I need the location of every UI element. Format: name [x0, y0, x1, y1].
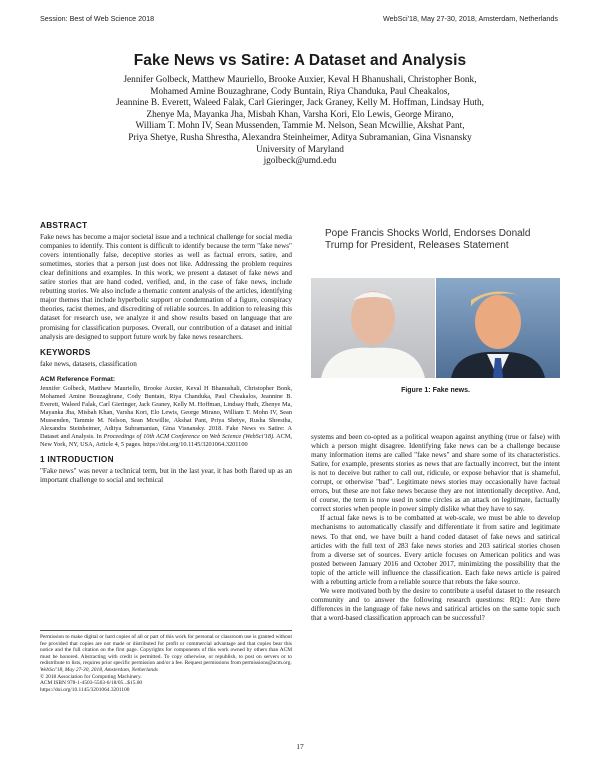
right-column	[311, 433, 560, 623]
footnote-isbn: ACM ISBN 978-1-4503-5563-6/18/05...$15.00	[40, 680, 143, 687]
page-number: 17	[296, 742, 304, 751]
abstract-heading: ABSTRACT	[40, 221, 88, 230]
author-line: Priya Shetye, Rusha Shrestha, Alexandra Steinheimer, Aditya Subramanian, Gina Visnansky	[128, 132, 472, 143]
acm-reference-proceedings: Proceedings of 10th ACM Conference on Web Science (WebSci'18).	[103, 432, 275, 440]
introduction-paragraph: We were motivated both by the desire to contribute a useful dataset to the research community and to answer the following research questions: RQ1: Are there differences in the language of fake news and satirical articles on the same topic such that a word-based classification approach can be successful?	[311, 586, 560, 622]
acm-reference-body: Jennifer Golbeck, Matthew Mauriello, Brooke Auxier, Keval H Bhanushali, Christopher Bonk, Mohamed Amine Bouzaghrane, Cody Buntain, Riya Chanduka, Paul Cheakalos, Jeannine B. Everett, Waleed Falak, Carl Gieringer, Jack Graney, Kelly M. Hoffman, Lindsay Huth, Zhenye Ma, Mayanka Jha, Misbah Khan, Varsha Kori, Elo Lewis, George Mirano, William T. Mohn IV, Sean Mussenden, Tammie M. Nelson, Sean Mcwillie, Akshat Pant, Priya Shetye, Rusha Shrestha, Alexandra Steinheimer, Aditya Subramanian, Gina Visnansky. 2018. Fake News vs Satire: A Dataset and Analysis. In	[40, 384, 292, 440]
introduction-heading: 1 INTRODUCTION	[40, 454, 114, 464]
author-line: Jennifer Golbeck, Matthew Mauriello, Brooke Auxier, Keval H Bhanushali, Christopher Bonk,	[123, 75, 477, 85]
footnote-venue	[40, 667, 292, 674]
introduction-paragraph: If actual fake news is to be combatted at web-scale, we must be able to develop mechanisms to automatically classify and differentiate it from satire and legitimate news. To that end, we have built a hand coded dataset of fake news and satirical articles with the full text of 283 fake news stories and 203 satirical stories chosen from a diverse set of sources. Every article focuses on American politics and was posted between January 2016 and October 2017, minimizing the possibility that the topic of the article will influence the classification. Each fake news article is paired with a rebutting article from a reliable source that rebuts the fake source.	[311, 514, 560, 586]
affiliation: University of Maryland	[256, 144, 344, 155]
pope-face	[351, 291, 395, 345]
figure-fake-news	[311, 220, 560, 370]
acm-reference-heading: ACM Reference Format:	[40, 375, 116, 383]
acm-reference-tail: ACM, New York, NY, USA, Article 4, 5 pages. https://doi.org/10.1145/3201064.3201100	[40, 432, 292, 448]
figure-caption: Figure 1: Fake news.	[401, 387, 470, 394]
running-header-left: Session: Best of Web Science 2018	[40, 14, 155, 23]
footnote-copyright: © 2018 Association for Computing Machinery.	[40, 673, 142, 680]
trump-face	[475, 295, 521, 349]
author-line: William T. Mohn IV, Sean Mussenden, Tammie M. Nelson, Sean Mcwillie, Akshat Pant,	[135, 121, 465, 132]
permission-footnote	[40, 630, 292, 693]
figure-headline: Pope Francis Shocks World, Endorses Donald Trump for President, Releases Statement	[325, 228, 531, 252]
abstract-text: Fake news has become a major societal issue and a technical challenge for social media companies to identify. This content is difficult to identify because the term "fake news" covers intentionally false, deceptive stories as well as factual errors, satire, and sometimes, stories that a person just does not like. Addressing the problem requires clear definitions and examples. In this work, we present a dataset of fake news and satire stories that are hand coded, verified, and, in the case of fake news, include rebutting stories. We also include a thematic content analysis of the articles, identifying major themes that include hyperbolic support or condemnation of a figure, conspiracy theories, racist themes, and discrediting of reliable sources. In addition to releasing this dataset for research use, we analyze it and show results based on language that are promising for classification purposes. Overall, our contribution of a dataset and initial analysis are designed to support future work by fake news researchers.	[40, 233, 292, 341]
permission-text: Permission to make digital or hard copies of all or part of this work for personal or classroom use is granted without fee provided that copies are not made or distributed for profit or commercial advantage and that copies bear this notice and the full citation on the first page. Copyrights for components of this work owned by others than ACM must be honored. Abstracting with credit is permitted. To copy otherwise, or republish, to post on servers or to redistribute to lists, requires prior specific permission and/or a fee. Request permissions from permissions@acm.org.	[40, 634, 292, 667]
left-column	[40, 221, 292, 485]
keywords-text: fake news, datasets, classification	[40, 359, 137, 368]
acm-reference-text	[40, 385, 292, 449]
author-email: jgolbeck@umd.edu	[263, 156, 337, 167]
introduction-paragraph: systems and been co-opted as a political weapon against anything (true or false) with which a person might disagree. Identifying fake news can be a challenge because many information items are called "fake news" and share some of its characteristics. Satire, for example, presents stories as news that are factually incorrect, but the intent is not to deceive but rather to call out, ridicule, or expose behavior that is shameful, corrupt, or otherwise "bad". Legitimate news stories may occasionally have factual errors, but these are not fake news because they are not intentionally deceptive. And, of course, the term is now used in some circles as an attack on legitimate, factually correct stories when people in power simply dislike what they have to say.	[311, 433, 560, 514]
footnote-venue-text: WebSci'18, May 27-30, 2018, Amsterdam, Netherlands	[40, 666, 158, 673]
author-block	[40, 75, 560, 168]
running-header-right: WebSci'18, May 27-30, 2018, Amsterdam, Netherlands	[382, 14, 558, 23]
paper-title: Fake News vs Satire: A Dataset and Analysis	[133, 52, 467, 69]
author-line: Jeannine B. Everett, Waleed Falak, Carl Gieringer, Jack Graney, Kelly M. Hoffman, Lindsay Huth,	[116, 98, 484, 109]
keywords-heading: KEYWORDS	[40, 347, 91, 357]
footnote-doi: https://doi.org/10.1145/3201064.3201100	[40, 686, 130, 693]
author-line: Zhenye Ma, Mayanka Jha, Misbah Khan, Varsha Kori, Elo Lewis, George Mirano,	[146, 109, 454, 120]
author-line: Mohamed Amine Bouzaghrane, Cody Buntain, Riya Chanduka, Paul Cheakalos,	[150, 86, 450, 97]
introduction-text-left: "Fake news" was never a technical term, but in the last year, it has both flared up as an important challenge to social and technical	[40, 466, 292, 484]
figure-photo	[311, 278, 560, 378]
